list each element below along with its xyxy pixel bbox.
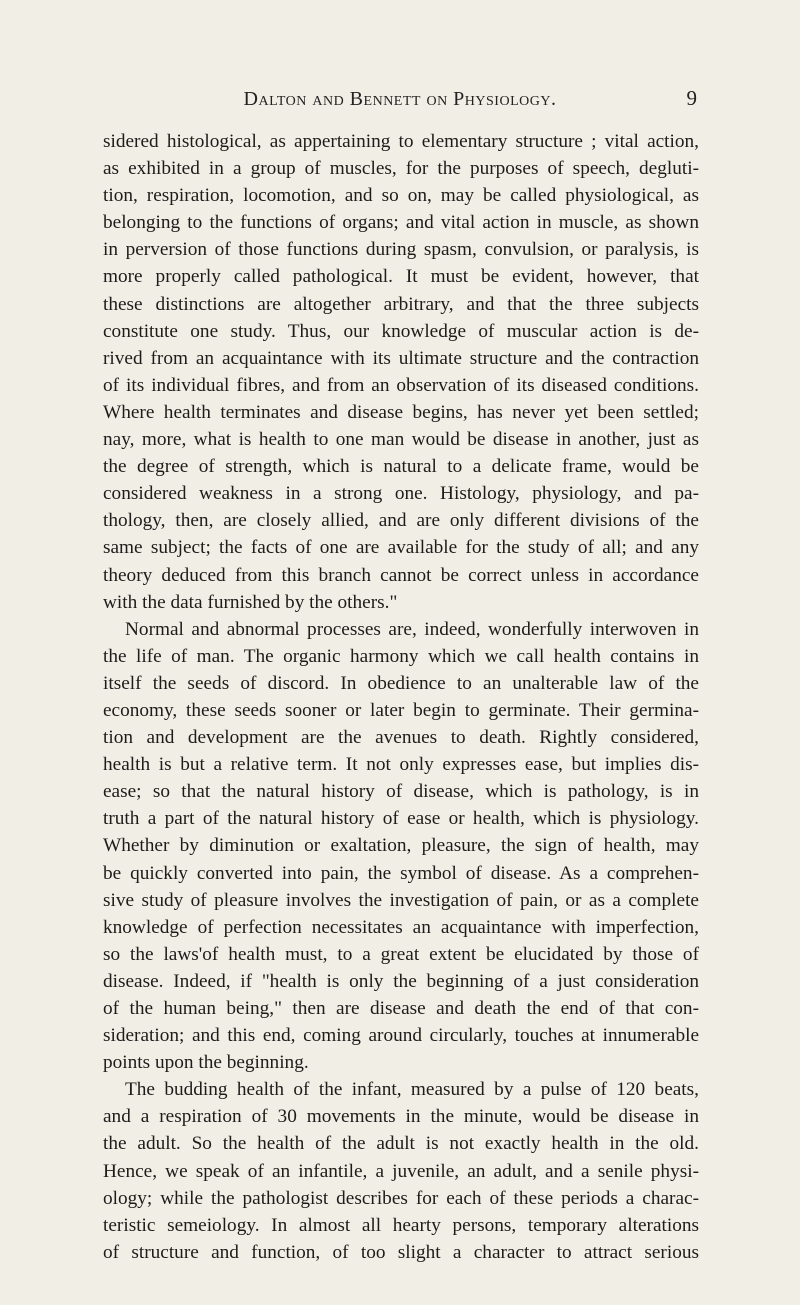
- text-line: nay, more, what is health to one man would be disease in another, just as: [103, 429, 699, 451]
- text-line: knowledge of perfection necessitates an acquaintance with imperfection,: [103, 916, 699, 938]
- text-line: tion and development are the avenues to death. Rightly considered,: [103, 727, 699, 749]
- text-line: ease; so that the natural history of disease, which is pathology, is in: [103, 781, 699, 803]
- text-line: of the human being," then are disease and death the end of that con-: [103, 998, 699, 1019]
- text-line: teristic semeiology. In almost all hearty persons, temporary alterations: [103, 1214, 699, 1236]
- text-line: and a respiration of 30 movements in the minute, would be disease in: [103, 1106, 699, 1128]
- text-line: with the data furnished by the others.": [103, 591, 398, 613]
- text-line: of structure and function, of too slight a character to attract serious: [103, 1241, 699, 1263]
- text-line: of its individual fibres, and from an observation of its diseased conditions.: [103, 374, 699, 396]
- text-line: constitute one study. Thus, our knowledge of muscular action is de-: [103, 320, 699, 342]
- text-line: ology; while the pathologist describes for each of these periods a charac-: [103, 1187, 699, 1209]
- text-line: so the laws'of health must, to a great extent be elucidated by those of: [103, 943, 699, 965]
- text-line: the degree of strength, which is natural to a delicate frame, would be: [103, 456, 699, 478]
- text-line: the adult. So the health of the adult is not exactly health in the old.: [103, 1133, 699, 1155]
- text-line: these distinctions are altogether arbitrary, and that the three subjects: [103, 293, 699, 315]
- text-line: be quickly converted into pain, the symbol of disease. As a comprehen-: [103, 862, 699, 884]
- text-line: tion, respiration, locomotion, and so on, may be called physiological, as: [103, 185, 699, 207]
- text-line: health is but a relative term. It not only expresses ease, but implies dis-: [103, 754, 699, 776]
- text-line: rived from an acquaintance with its ultimate structure and the contraction: [103, 347, 699, 369]
- text-line: as exhibited in a group of muscles, for the purposes of speech, degluti-: [103, 158, 699, 180]
- text-line: Whether by diminution or exaltation, pleasure, the sign of health, may: [103, 835, 699, 857]
- text-line: more properly called pathological. It must be evident, however, that: [103, 266, 699, 288]
- text-line: itself the seeds of discord. In obedience to an unalterable law of the: [103, 672, 699, 694]
- page-number: 9: [686, 86, 697, 110]
- text-line: thology, then, are closely allied, and are only different divisions of the: [103, 510, 699, 532]
- text-line: points upon the beginning.: [103, 1052, 309, 1074]
- text-line: sideration; and this end, coming around circularly, touches at innumerable: [103, 1025, 699, 1047]
- text-line: the life of man. The organic harmony which we call health contains in: [103, 645, 699, 667]
- text-line: considered weakness in a strong one. Histology, physiology, and pa-: [103, 483, 699, 505]
- text-line: same subject; the facts of one are available for the study of all; and any: [103, 537, 699, 559]
- text-line: sive study of pleasure involves the investigation of pain, or as a complete: [103, 889, 699, 911]
- text-line: Normal and abnormal processes are, indeed, wonderfully interwoven in: [125, 618, 699, 640]
- text-line: economy, these seeds sooner or later begin to germinate. Their germina-: [103, 699, 699, 721]
- text-line: in perversion of those functions during spasm, convulsion, or paralysis, is: [103, 239, 699, 261]
- text-line: truth a part of the natural history of ease or health, which is physiology.: [103, 808, 699, 830]
- text-line: Hence, we speak of an infantile, a juvenile, an adult, and a senile physi-: [103, 1160, 699, 1182]
- text-line: belonging to the functions of organs; and vital action in muscle, as shown: [103, 212, 699, 234]
- text-line: disease. Indeed, if "health is only the beginning of a just consideration: [103, 970, 699, 992]
- text-line: The budding health of the infant, measured by a pulse of 120 beats,: [125, 1079, 699, 1101]
- text-line: Where health terminates and disease begins, has never yet been settled;: [103, 401, 699, 423]
- text-line: theory deduced from this branch cannot be correct unless in accordance: [103, 564, 699, 586]
- text-line: sidered histological, as appertaining to elementary structure ; vital action,: [103, 131, 699, 152]
- body-text: [103, 128, 699, 1266]
- running-head: Dalton and Bennett on Physiology.: [243, 88, 557, 110]
